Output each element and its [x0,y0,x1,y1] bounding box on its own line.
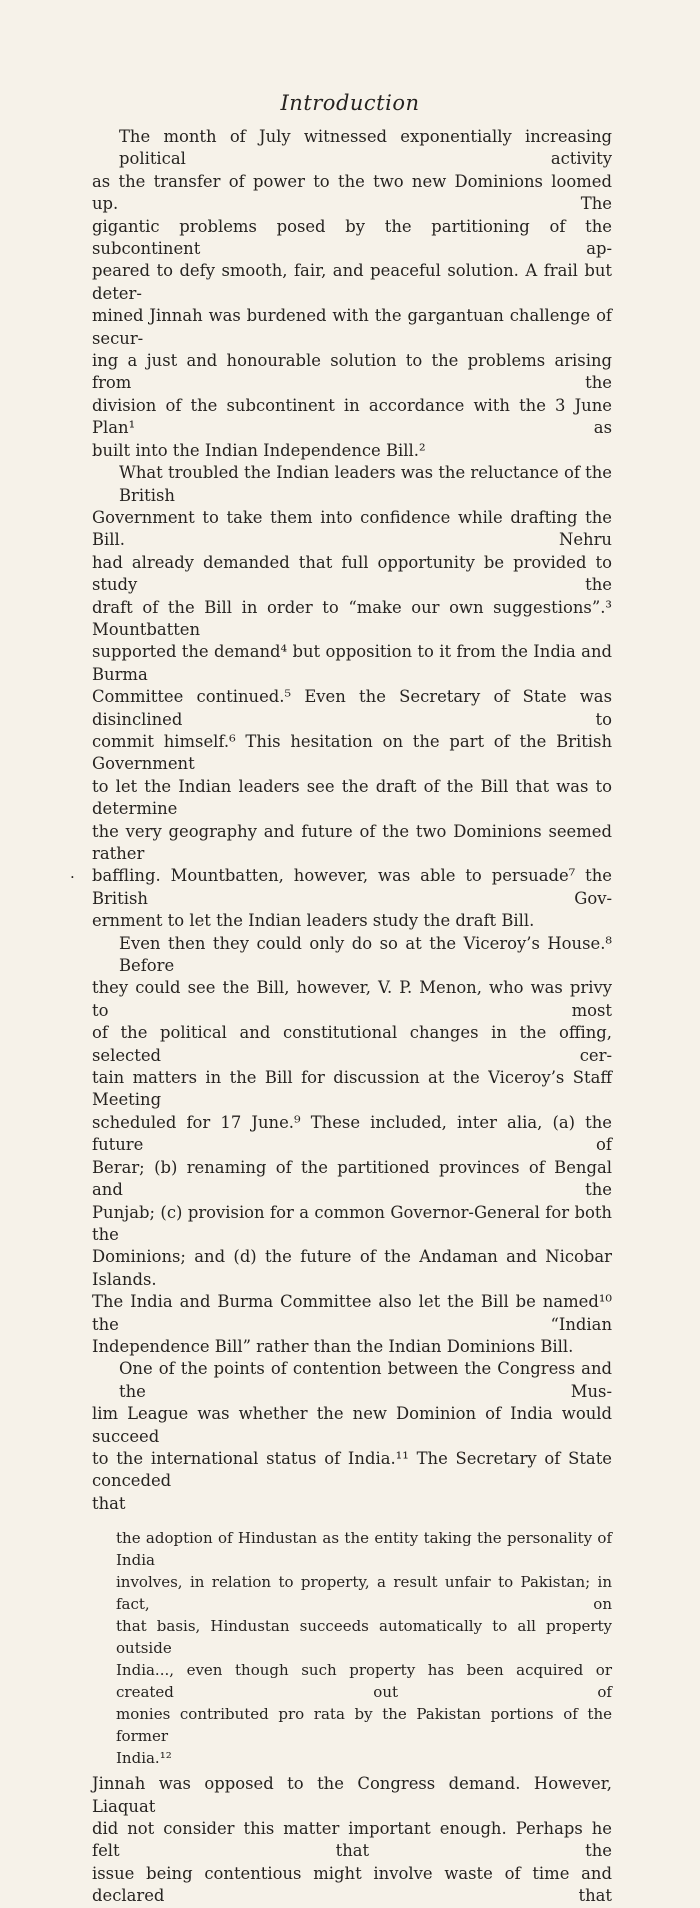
paragraph-3 [92,933,612,1359]
text-line: scheduled for 17 June.⁹ These included, inter alia, (a) the future of [92,1112,612,1155]
quote-line: India..., even though such property has been acquired or created out of [116,1661,612,1702]
text-line: built into the Indian Independence Bill.² [92,440,426,460]
text-line: issue being contentious might involve waste of time and declared that [92,1863,612,1906]
margin-mark: . [70,864,75,882]
paragraph-5 [92,1773,612,1907]
text-line: to the international status of India.¹¹ The Secretary of State conceded [92,1448,612,1491]
text-line: peared to defy smooth, fair, and peaceful solution. A frail but deter- [92,261,612,303]
text-line: What troubled the Indian leaders was the reluctance of the British [119,463,612,505]
body-text [92,126,612,1908]
text-line: had already demanded that full opportunity be provided to study the [92,552,612,595]
text-line: commit himself.⁶ This hesitation on the part of the British Government [92,731,612,774]
text-line: did not consider this matter important enough. Perhaps he felt that the [92,1819,612,1861]
quote-line: the adoption of Hindustan as the entity taking the personality of India [116,1529,612,1570]
text-line: Independence Bill” rather than the Indian Dominions Bill. [92,1336,574,1356]
quote-line: India.¹² [116,1749,172,1768]
quote-line: involves, in relation to property, a result unfair to Pakistan; in fact, on [116,1573,612,1614]
text-line: the very geography and future of the two Dominions seemed rather [92,821,612,863]
text-line: that [92,1493,126,1513]
text-line: as the transfer of power to the two new Dominions loomed up. The [92,171,612,214]
text-line: Berar; (b) renaming of the partitioned provinces of Bengal and the [92,1157,612,1200]
paragraph-1 [92,126,612,462]
text-line: Jinnah was opposed to the Congress demand. However, Liaquat [92,1774,612,1816]
text-line: The India and Burma Committee also let the Bill be named¹⁰ the “Indian [92,1292,612,1334]
text-line: of the political and constitutional changes in the offing, selected cer- [92,1023,612,1065]
text-line: tain matters in the Bill for discussion at the Viceroy’s Staff Meeting [92,1068,612,1110]
text-line: division of the subcontinent in accordance with the 3 June Plan¹ as [92,395,612,438]
text-line: One of the points of contention between the Congress and the Mus- [119,1359,612,1401]
text-line: draft of the Bill in order to “make our own suggestions”.³ Mountbatten [92,597,612,639]
paragraph-4 [92,1358,612,1515]
text-line: Government to take them into confidence while drafting the Bill. Nehru [92,507,612,550]
text-line: gigantic problems posed by the partitioning of the subcontinent ap- [92,216,612,259]
text-line: Even then they could only do so at the Viceroy’s House.⁸ Before [119,933,612,976]
text-line: The month of July witnessed exponentially increasing political activity [119,127,612,169]
text-line: baffling. Mountbatten, however, was able to persuade⁷ the British Gov- [92,866,612,908]
text-line: ing a just and honourable solution to the problems arising from the [92,351,612,393]
text-line: Committee continued.⁵ Even the Secretary of State was disinclined to [92,687,612,729]
text-line: they could see the Bill, however, V. P. Menon, who was privy to most [92,978,612,1020]
text-line: Dominions; and (d) the future of the Andaman and Nicobar Islands. [92,1247,612,1289]
running-header: Introduction [280,91,420,115]
text-line: to let the Indian leaders see the draft of the Bill that was to determine [92,776,612,819]
quote-line: that basis, Hindustan succeeds automatically to all property outside [116,1617,612,1658]
text-line: ernment to let the Indian leaders study the draft Bill. [92,911,535,931]
paragraph-2 [92,462,612,933]
text-line: supported the demand⁴ but opposition to it from the India and Burma [92,642,612,684]
block-quote [116,1527,612,1769]
text-line: mined Jinnah was burdened with the gargantuan challenge of secur- [92,306,612,348]
text-line: Punjab; (c) provision for a common Governor-General for both the [92,1202,612,1244]
text-line: lim League was whether the new Dominion of India would succeed [92,1404,612,1446]
quote-line: monies contributed pro rata by the Pakistan portions of the former [116,1705,612,1746]
